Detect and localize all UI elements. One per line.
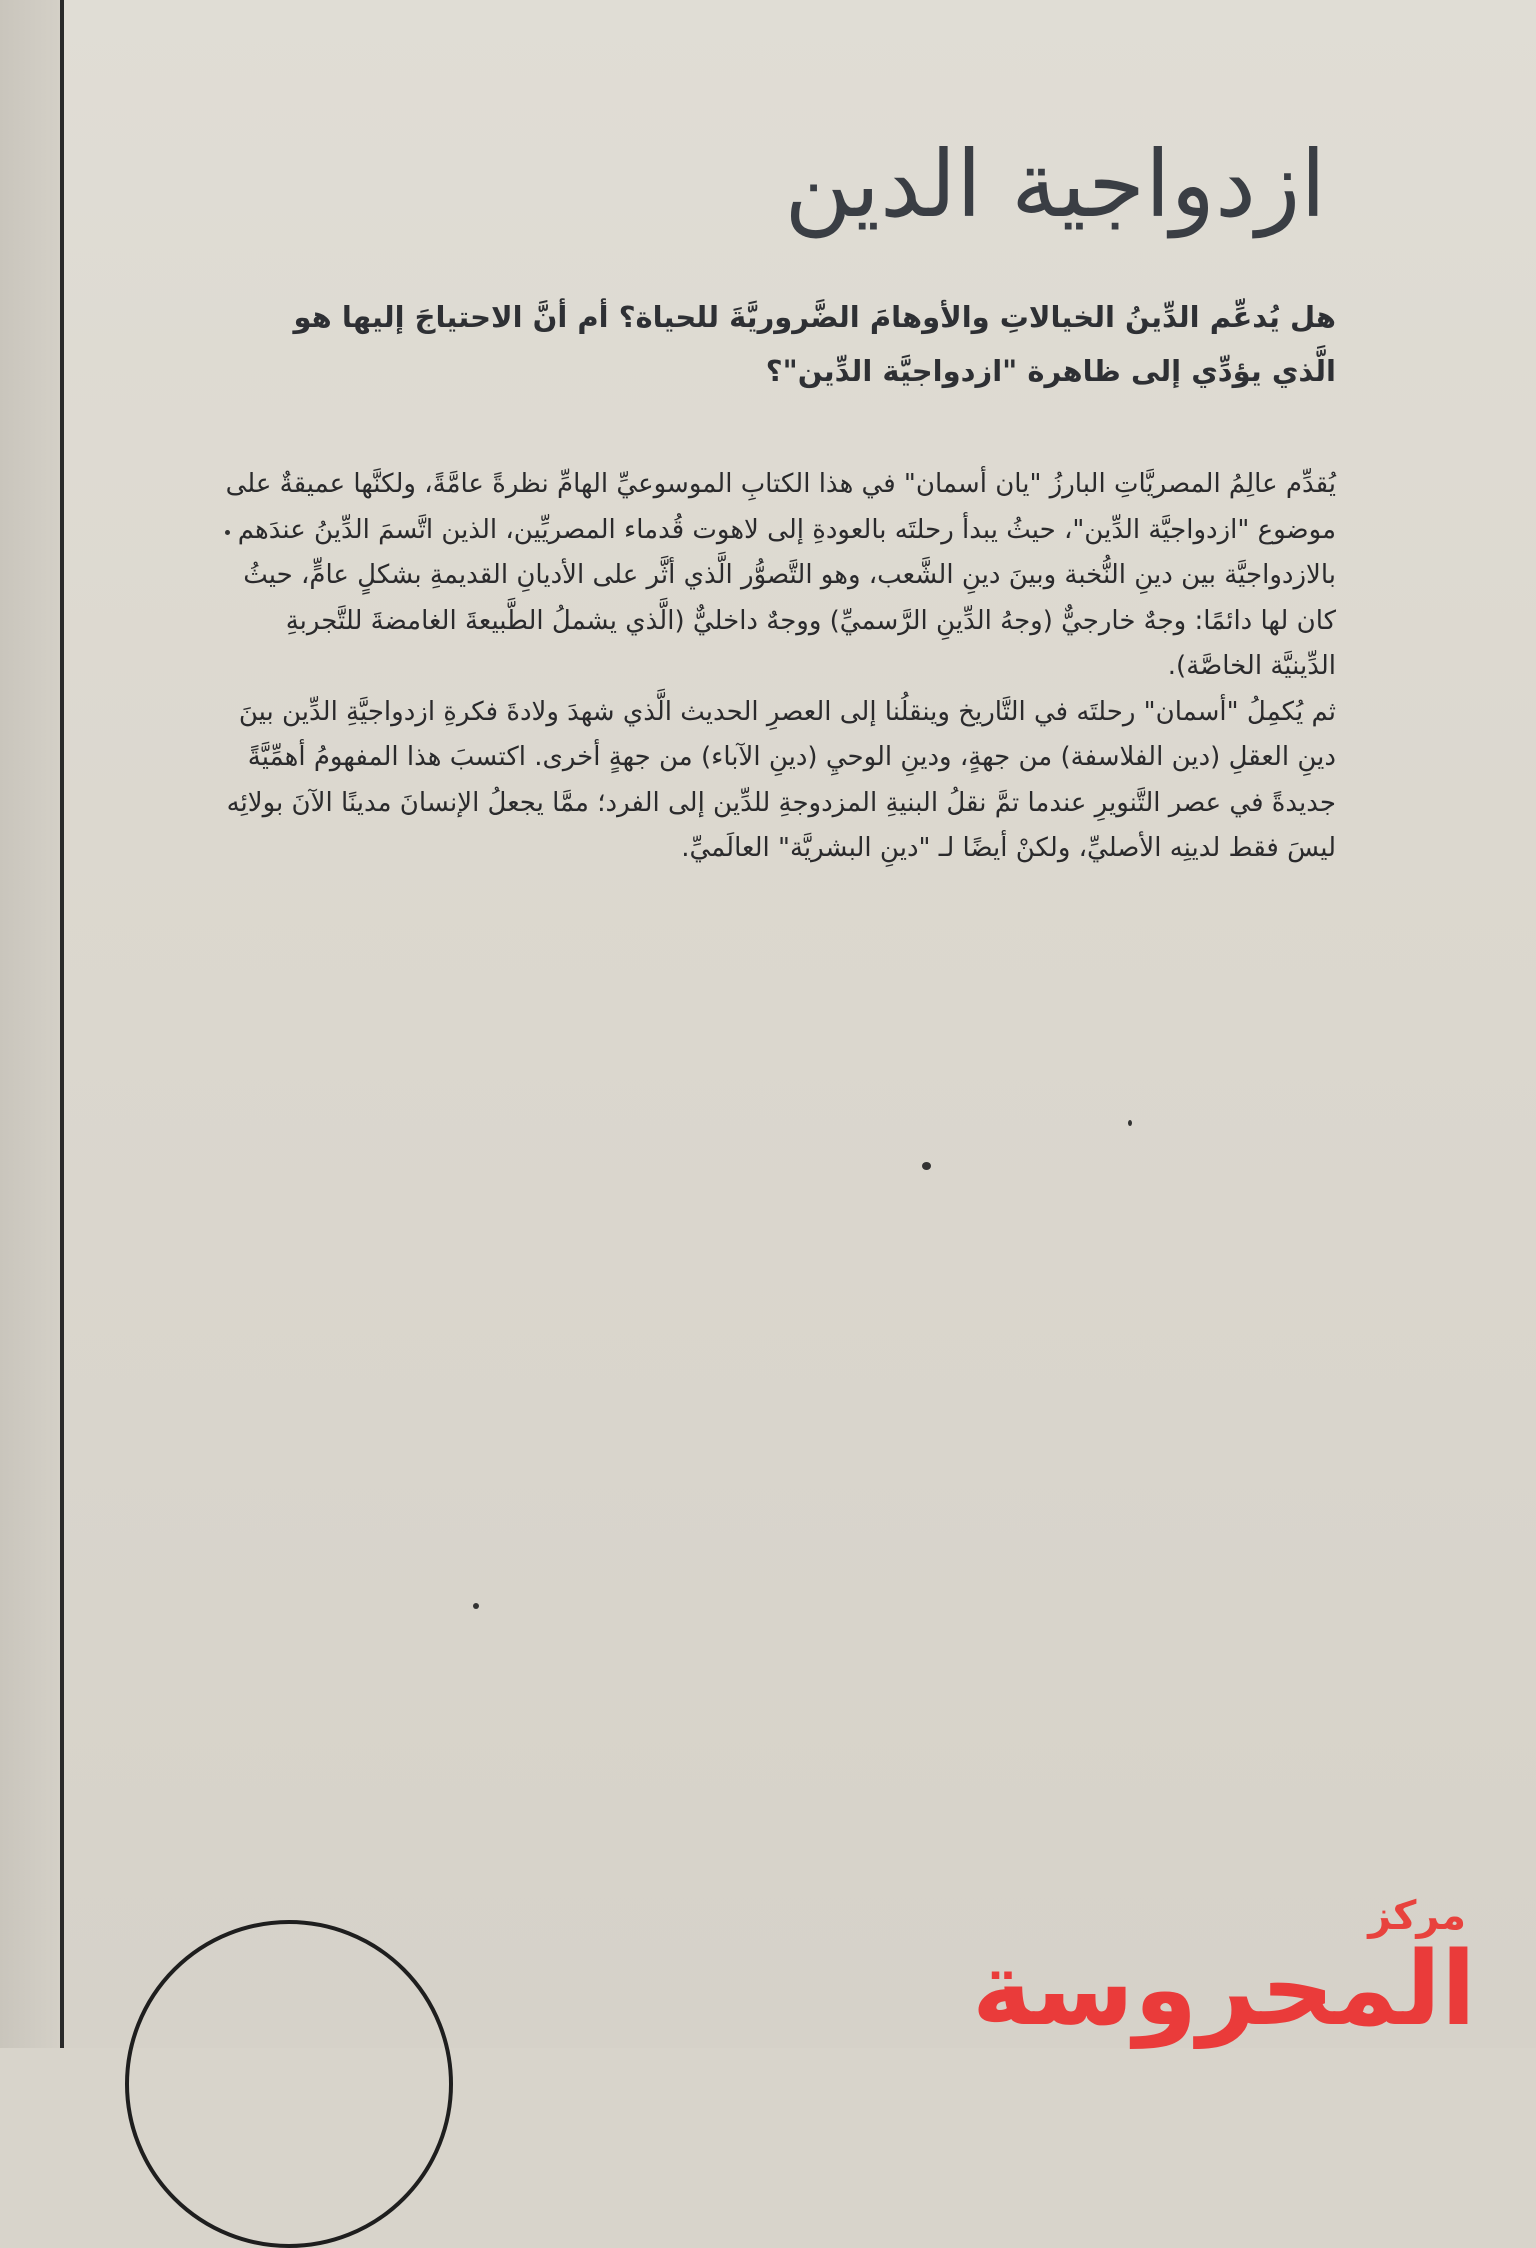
- publisher-logo: [971, 1893, 1476, 2049]
- ink-speck: [1128, 1120, 1132, 1126]
- blurb-body: [216, 462, 1336, 872]
- publisher-label: مركز: [1368, 1893, 1466, 1939]
- book-spine-edge: [0, 0, 60, 2048]
- corner-circle-emblem: [125, 1920, 453, 2248]
- blurb-paragraph-1: يُقدِّم عالِمُ المصريَّاتِ البارزُ "يان أسمان" في هذا الكتابِ الموسوعيِّ الهامِّ نظرةً عامَّةً، ولكنَّها عميقةٌ على موضوع "ازدواجيَّة الدِّين"، حيثُ يبدأ رحلتَه بالعودةِ إلى لاهوت قُدماء المصريِّين، الذين اتَّسمَ الدِّينُ عندَهم بالازدواجيَّة بين دينِ النُّخبة وبينَ دينِ الشَّعب، وهو التَّصوُّر الَّذي أثَّر على الأديانِ القديمةِ بشكلٍ عامٍّ، حيثُ كان لها دائمًا: وجهٌ خارجيٌّ (وجهُ الدِّينِ الرَّسميِّ) ووجهٌ داخليٌّ (الَّذي يشملُ الطَّبيعةَ الغامضةَ للتَّجربةِ الدِّينيَّة الخاصَّة).: [225, 469, 1336, 681]
- ink-speck: [225, 530, 230, 535]
- blurb-paragraph-2: ثم يُكمِلُ "أسمان" رحلتَه في التَّاريخ وينقلُنا إلى العصرِ الحديث الَّذي شهدَ ولادةَ فكرةِ ازدواجيَّةِ الدِّين بينَ دينِ العقلِ (دين الفلاسفة) من جهةٍ، ودينِ الوحيِ (دينِ الآباء) من جهةٍ أخرى. اكتسبَ هذا المفهومُ أهمِّيَّةً جديدةً في عصر التَّنويرِ عندما تمَّ نقلُ البنيةِ المزدوجةِ للدِّين إلى الفرد؛ ممَّا يجعلُ الإنسانَ مدينًا الآنَ بولائِه ليسَ فقط لدينِه الأصليِّ، ولكنْ أيضًا لـ "دينِ البشريَّة" العالَميِّ.: [226, 696, 1336, 863]
- lead-question: هل يُدعِّم الدِّينُ الخيالاتِ والأوهامَ الضَّروريَّةَ للحياة؟ أم أنَّ الاحتياجَ إليها هو الَّذي يؤدِّي إلى ظاهرة "ازدواجيَّة الدِّين"؟: [293, 300, 1336, 388]
- book-title: ازدواجية الدين: [784, 131, 1326, 238]
- ink-speck: [473, 1603, 479, 1609]
- ink-speck: [922, 1162, 931, 1170]
- spine-line: [60, 0, 64, 2048]
- publisher-name: المحروسة: [971, 1930, 1476, 2049]
